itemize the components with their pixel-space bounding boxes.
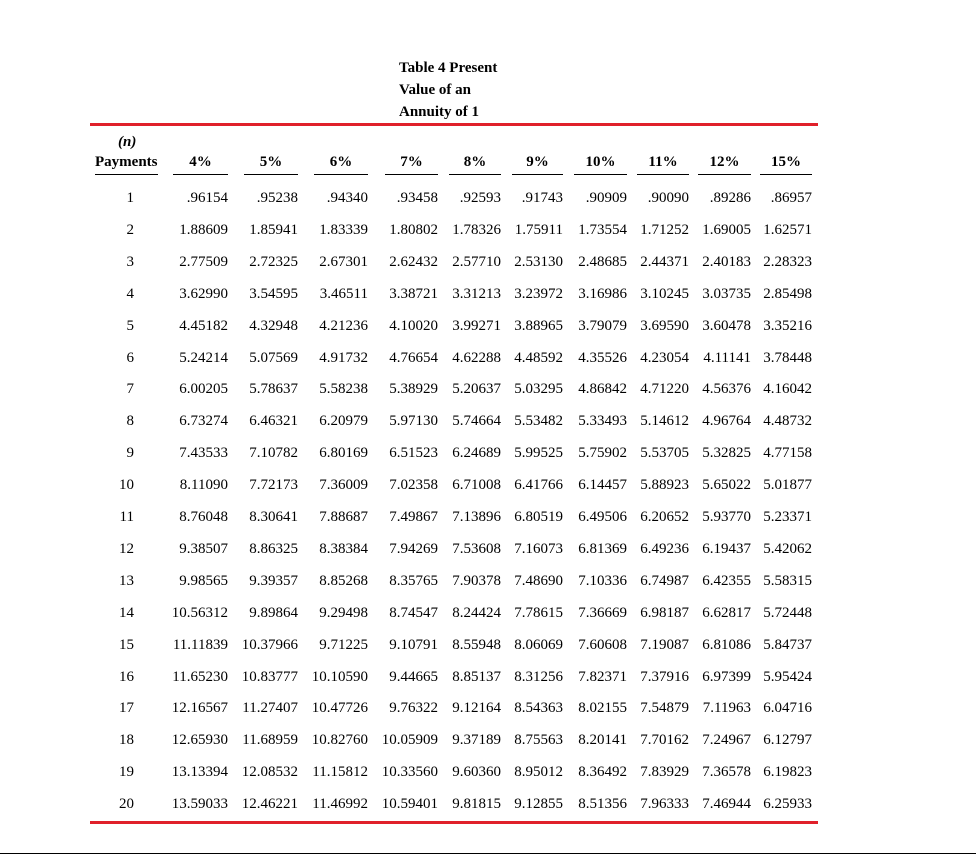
payments-cell: 6 xyxy=(126,350,134,366)
table-cell: 5.32825 xyxy=(702,445,751,461)
payments-cell: 10 xyxy=(119,477,134,493)
table-cell: 7.13896 xyxy=(452,509,501,525)
table-cell: 8.31256 xyxy=(514,669,563,685)
table-cell: 5.23371 xyxy=(763,509,812,525)
table-cell: 9.89864 xyxy=(249,605,298,621)
table-cell: 8.30641 xyxy=(249,509,298,525)
rate-header: 10% xyxy=(574,154,627,175)
table-cell: 5.24214 xyxy=(179,350,228,366)
table-cell: 7.90378 xyxy=(452,573,501,589)
table-cell: 4.21236 xyxy=(319,318,368,334)
table-cell: 1.75911 xyxy=(514,222,563,238)
page-bottom-rule xyxy=(0,853,976,854)
table-cell: 7.24967 xyxy=(702,732,751,748)
table-cell: 9.71225 xyxy=(319,637,368,653)
table-cell: 8.38384 xyxy=(319,541,368,557)
table-cell: 2.57710 xyxy=(452,254,501,270)
table-cell: 1.71252 xyxy=(640,222,689,238)
table-cell: 7.16073 xyxy=(514,541,563,557)
table-cell: 10.33560 xyxy=(381,764,438,780)
table-cell: 3.10245 xyxy=(640,286,689,302)
table-cell: 8.85137 xyxy=(452,669,501,685)
table-cell: 1.78326 xyxy=(452,222,501,238)
payments-cell: 19 xyxy=(119,764,134,780)
table-title-line: Value of an xyxy=(399,82,471,98)
rate-header: 7% xyxy=(385,154,438,175)
rate-header: 12% xyxy=(698,154,751,175)
table-cell: 4.86842 xyxy=(578,381,627,397)
table-cell: 2.67301 xyxy=(319,254,368,270)
table-cell: 8.75563 xyxy=(514,732,563,748)
table-cell: 2.44371 xyxy=(640,254,689,270)
table-cell: 5.72448 xyxy=(763,605,812,621)
table-cell: 6.73274 xyxy=(179,413,228,429)
payments-header: Payments xyxy=(95,154,158,175)
table-cell: 9.10791 xyxy=(389,637,438,653)
table-cell: 9.38507 xyxy=(179,541,228,557)
table-cell: 6.71008 xyxy=(452,477,501,493)
table-cell: 3.35216 xyxy=(763,318,812,334)
table-cell: 8.76048 xyxy=(179,509,228,525)
table-cell: 4.71220 xyxy=(640,381,689,397)
table-cell: 3.38721 xyxy=(389,286,438,302)
table-cell: 2.77509 xyxy=(179,254,228,270)
table-cell: 2.28323 xyxy=(763,254,812,270)
table-cell: 1.62571 xyxy=(763,222,812,238)
table-cell: 6.97399 xyxy=(702,669,751,685)
table-cell: 8.85268 xyxy=(319,573,368,589)
table-cell: 9.98565 xyxy=(179,573,228,589)
table-cell: 8.54363 xyxy=(514,700,563,716)
table-cell: 8.51356 xyxy=(578,796,627,812)
table-cell: 5.38929 xyxy=(389,381,438,397)
table-cell: 3.88965 xyxy=(514,318,563,334)
table-cell: 1.88609 xyxy=(179,222,228,238)
table-cell: 6.62817 xyxy=(702,605,751,621)
table-cell: 6.19437 xyxy=(702,541,751,557)
table-cell: 10.10590 xyxy=(311,669,368,685)
payments-cell: 16 xyxy=(119,669,134,685)
table-cell: 7.10782 xyxy=(249,445,298,461)
table-cell: 3.23972 xyxy=(514,286,563,302)
table-cell: 7.82371 xyxy=(578,669,627,685)
table-cell: 6.80169 xyxy=(319,445,368,461)
table-cell: 5.58238 xyxy=(319,381,368,397)
table-cell: 1.73554 xyxy=(578,222,627,238)
payments-cell: 3 xyxy=(126,254,134,270)
payments-cell: 2 xyxy=(126,222,134,238)
table-cell: 7.36578 xyxy=(702,764,751,780)
table-cell: 5.93770 xyxy=(702,509,751,525)
table-cell: 5.20637 xyxy=(452,381,501,397)
rate-header: 9% xyxy=(512,154,563,175)
table-cell: 10.59401 xyxy=(381,796,438,812)
table-cell: 2.62432 xyxy=(389,254,438,270)
table-cell: 10.05909 xyxy=(381,732,438,748)
table-cell: 4.45182 xyxy=(179,318,228,334)
table-cell: 7.02358 xyxy=(389,477,438,493)
table-cell: 10.47726 xyxy=(311,700,368,716)
table-cell: 5.95424 xyxy=(763,669,812,685)
table-cell: 7.88687 xyxy=(319,509,368,525)
table-cell: 11.68959 xyxy=(242,732,298,748)
table-cell: 7.19087 xyxy=(640,637,689,653)
table-cell: 3.46511 xyxy=(319,286,368,302)
table-cell: 2.85498 xyxy=(763,286,812,302)
payments-cell: 20 xyxy=(119,796,134,812)
table-cell: 5.53705 xyxy=(640,445,689,461)
table-cell: 4.48732 xyxy=(763,413,812,429)
table-cell: 4.32948 xyxy=(249,318,298,334)
table-cell: 7.49867 xyxy=(389,509,438,525)
table-cell: 7.43533 xyxy=(179,445,228,461)
payments-cell: 17 xyxy=(119,700,134,716)
table-cell: 8.24424 xyxy=(452,605,501,621)
table-cell: 7.83929 xyxy=(640,764,689,780)
table-cell: 3.79079 xyxy=(578,318,627,334)
table-cell: 6.81369 xyxy=(578,541,627,557)
table-cell: 10.82760 xyxy=(311,732,368,748)
table-cell: 7.36009 xyxy=(319,477,368,493)
table-cell: 6.24689 xyxy=(452,445,501,461)
table-cell: 9.12164 xyxy=(452,700,501,716)
payments-cell: 13 xyxy=(119,573,134,589)
payments-cell: 4 xyxy=(126,286,134,302)
table-cell: 3.69590 xyxy=(640,318,689,334)
table-cell: 6.20652 xyxy=(640,509,689,525)
table-cell: 6.20979 xyxy=(319,413,368,429)
table-cell: 8.11090 xyxy=(179,477,228,493)
table-cell: 8.20141 xyxy=(578,732,627,748)
table-cell: 3.78448 xyxy=(763,350,812,366)
table-cell: 4.16042 xyxy=(763,381,812,397)
table-cell: 6.04716 xyxy=(763,700,812,716)
table-cell: 1.85941 xyxy=(249,222,298,238)
table-cell: 6.80519 xyxy=(514,509,563,525)
table-cell: .92593 xyxy=(459,190,501,206)
table-cell: 7.70162 xyxy=(640,732,689,748)
table-cell: 4.91732 xyxy=(319,350,368,366)
table-cell: 9.39357 xyxy=(249,573,298,589)
table-cell: 9.29498 xyxy=(319,605,368,621)
table-cell: 7.72173 xyxy=(249,477,298,493)
table-cell: 3.62990 xyxy=(179,286,228,302)
payments-cell: 1 xyxy=(126,190,134,206)
table-cell: 4.77158 xyxy=(763,445,812,461)
table-cell: 6.81086 xyxy=(702,637,751,653)
table-cell: 5.33493 xyxy=(578,413,627,429)
table-cell: 13.13394 xyxy=(171,764,228,780)
table-cell: 3.31213 xyxy=(452,286,501,302)
table-cell: 7.96333 xyxy=(640,796,689,812)
table-cell: 7.46944 xyxy=(702,796,751,812)
payments-cell: 14 xyxy=(119,605,134,621)
table-cell: 9.60360 xyxy=(452,764,501,780)
table-cell: 3.60478 xyxy=(702,318,751,334)
payments-cell: 12 xyxy=(119,541,134,557)
table-cell: 6.14457 xyxy=(578,477,627,493)
table-cell: 5.07569 xyxy=(249,350,298,366)
table-cell: 5.03295 xyxy=(514,381,563,397)
table-cell: 5.14612 xyxy=(640,413,689,429)
table-cell: 4.96764 xyxy=(702,413,751,429)
table-cell: 7.10336 xyxy=(578,573,627,589)
table-cell: 5.97130 xyxy=(389,413,438,429)
table-cell: 11.65230 xyxy=(172,669,228,685)
table-cell: 4.10020 xyxy=(389,318,438,334)
table-cell: 4.23054 xyxy=(640,350,689,366)
table-cell: 6.74987 xyxy=(640,573,689,589)
table-cell: 8.86325 xyxy=(249,541,298,557)
table-cell: 11.11839 xyxy=(172,637,228,653)
table-title-line: Annuity of 1 xyxy=(399,104,480,120)
table-cell: 6.25933 xyxy=(763,796,812,812)
rate-header: 5% xyxy=(244,154,298,175)
table-cell: 9.81815 xyxy=(452,796,501,812)
table-cell: 6.41766 xyxy=(514,477,563,493)
rate-header: 8% xyxy=(449,154,501,175)
table-cell: 8.74547 xyxy=(389,605,438,621)
table-cell: .86957 xyxy=(770,190,812,206)
table-cell: 3.99271 xyxy=(452,318,501,334)
table-cell: 3.03735 xyxy=(702,286,751,302)
table-cell: .90090 xyxy=(647,190,689,206)
table-cell: 5.53482 xyxy=(514,413,563,429)
table-cell: 6.12797 xyxy=(763,732,812,748)
table-cell: .94340 xyxy=(326,190,368,206)
table-title xyxy=(399,57,539,123)
table-cell: 7.60608 xyxy=(578,637,627,653)
table-cell: 1.83339 xyxy=(319,222,368,238)
rate-header: 11% xyxy=(637,154,689,175)
table-cell: .91743 xyxy=(521,190,563,206)
rate-header: 6% xyxy=(314,154,368,175)
table-cell: 8.36492 xyxy=(578,764,627,780)
table-cell: 8.06069 xyxy=(514,637,563,653)
table-cell: 8.95012 xyxy=(514,764,563,780)
top-red-rule xyxy=(90,123,818,126)
table-cell: 3.16986 xyxy=(578,286,627,302)
payments-cell: 15 xyxy=(119,637,134,653)
table-cell: 5.78637 xyxy=(249,381,298,397)
table-cell: 8.02155 xyxy=(578,700,627,716)
table-cell: 2.48685 xyxy=(578,254,627,270)
table-cell: 5.01877 xyxy=(763,477,812,493)
table-cell: 5.74664 xyxy=(452,413,501,429)
table-cell: 2.72325 xyxy=(249,254,298,270)
table-cell: 5.75902 xyxy=(578,445,627,461)
table-cell: 10.83777 xyxy=(241,669,298,685)
table-cell: 7.11963 xyxy=(702,700,751,716)
table-cell: 3.54595 xyxy=(249,286,298,302)
table-cell: 4.48592 xyxy=(514,350,563,366)
table-cell: 4.62288 xyxy=(452,350,501,366)
table-cell: .89286 xyxy=(709,190,751,206)
table-cell: 9.76322 xyxy=(389,700,438,716)
table-cell: 7.36669 xyxy=(578,605,627,621)
table-cell: 7.94269 xyxy=(389,541,438,557)
table-cell: .96154 xyxy=(186,190,228,206)
table-cell: 4.56376 xyxy=(702,381,751,397)
table-cell: 7.53608 xyxy=(452,541,501,557)
table-cell: 5.42062 xyxy=(763,541,812,557)
table-cell: 1.69005 xyxy=(702,222,751,238)
payments-cell: 5 xyxy=(126,318,134,334)
table-cell: 5.58315 xyxy=(763,573,812,589)
table-cell: 4.76654 xyxy=(389,350,438,366)
table-cell: 2.53130 xyxy=(514,254,563,270)
table-cell: 7.78615 xyxy=(514,605,563,621)
table-cell: 12.46221 xyxy=(241,796,298,812)
table-cell: .90909 xyxy=(585,190,627,206)
table-cell: 8.35765 xyxy=(389,573,438,589)
table-cell: 6.19823 xyxy=(763,764,812,780)
table-cell: 11.46992 xyxy=(312,796,368,812)
table-cell: 6.00205 xyxy=(179,381,228,397)
payments-cell: 11 xyxy=(119,509,134,525)
rate-header: 15% xyxy=(760,154,812,175)
table-cell: 4.11141 xyxy=(703,350,751,366)
table-cell: 2.40183 xyxy=(702,254,751,270)
table-cell: 1.80802 xyxy=(389,222,438,238)
n-label: (n) xyxy=(118,134,137,150)
table-cell: 11.15812 xyxy=(312,764,368,780)
table-cell: 11.27407 xyxy=(242,700,298,716)
table-cell: 5.65022 xyxy=(702,477,751,493)
table-cell: 5.88923 xyxy=(640,477,689,493)
table-cell: 12.16567 xyxy=(171,700,228,716)
bottom-red-rule xyxy=(90,821,818,824)
table-cell: 5.84737 xyxy=(763,637,812,653)
table-cell: 6.49506 xyxy=(578,509,627,525)
table-cell: 8.55948 xyxy=(452,637,501,653)
payments-cell: 18 xyxy=(119,732,134,748)
table-cell: 7.37916 xyxy=(640,669,689,685)
table-cell: 6.51523 xyxy=(389,445,438,461)
table-cell: 9.37189 xyxy=(452,732,501,748)
table-cell: 9.12855 xyxy=(514,796,563,812)
table-cell: 9.44665 xyxy=(389,669,438,685)
table-cell: 13.59033 xyxy=(171,796,228,812)
payments-cell: 9 xyxy=(126,445,134,461)
table-cell: 10.37966 xyxy=(241,637,298,653)
table-cell: 6.98187 xyxy=(640,605,689,621)
table-title-line: Table 4 Present xyxy=(399,60,498,76)
rate-header: 4% xyxy=(173,154,228,175)
payments-cell: 7 xyxy=(126,381,134,397)
table-cell: .93458 xyxy=(396,190,438,206)
table-cell: 6.49236 xyxy=(640,541,689,557)
table-cell: 6.46321 xyxy=(249,413,298,429)
table-cell: 12.08532 xyxy=(241,764,298,780)
table-cell: 4.35526 xyxy=(578,350,627,366)
table-cell: 7.48690 xyxy=(514,573,563,589)
table-cell: .95238 xyxy=(256,190,298,206)
table-cell: 12.65930 xyxy=(171,732,228,748)
table-cell: 7.54879 xyxy=(640,700,689,716)
table-cell: 10.56312 xyxy=(171,605,228,621)
table-cell: 5.99525 xyxy=(514,445,563,461)
payments-cell: 8 xyxy=(126,413,134,429)
table-cell: 6.42355 xyxy=(702,573,751,589)
